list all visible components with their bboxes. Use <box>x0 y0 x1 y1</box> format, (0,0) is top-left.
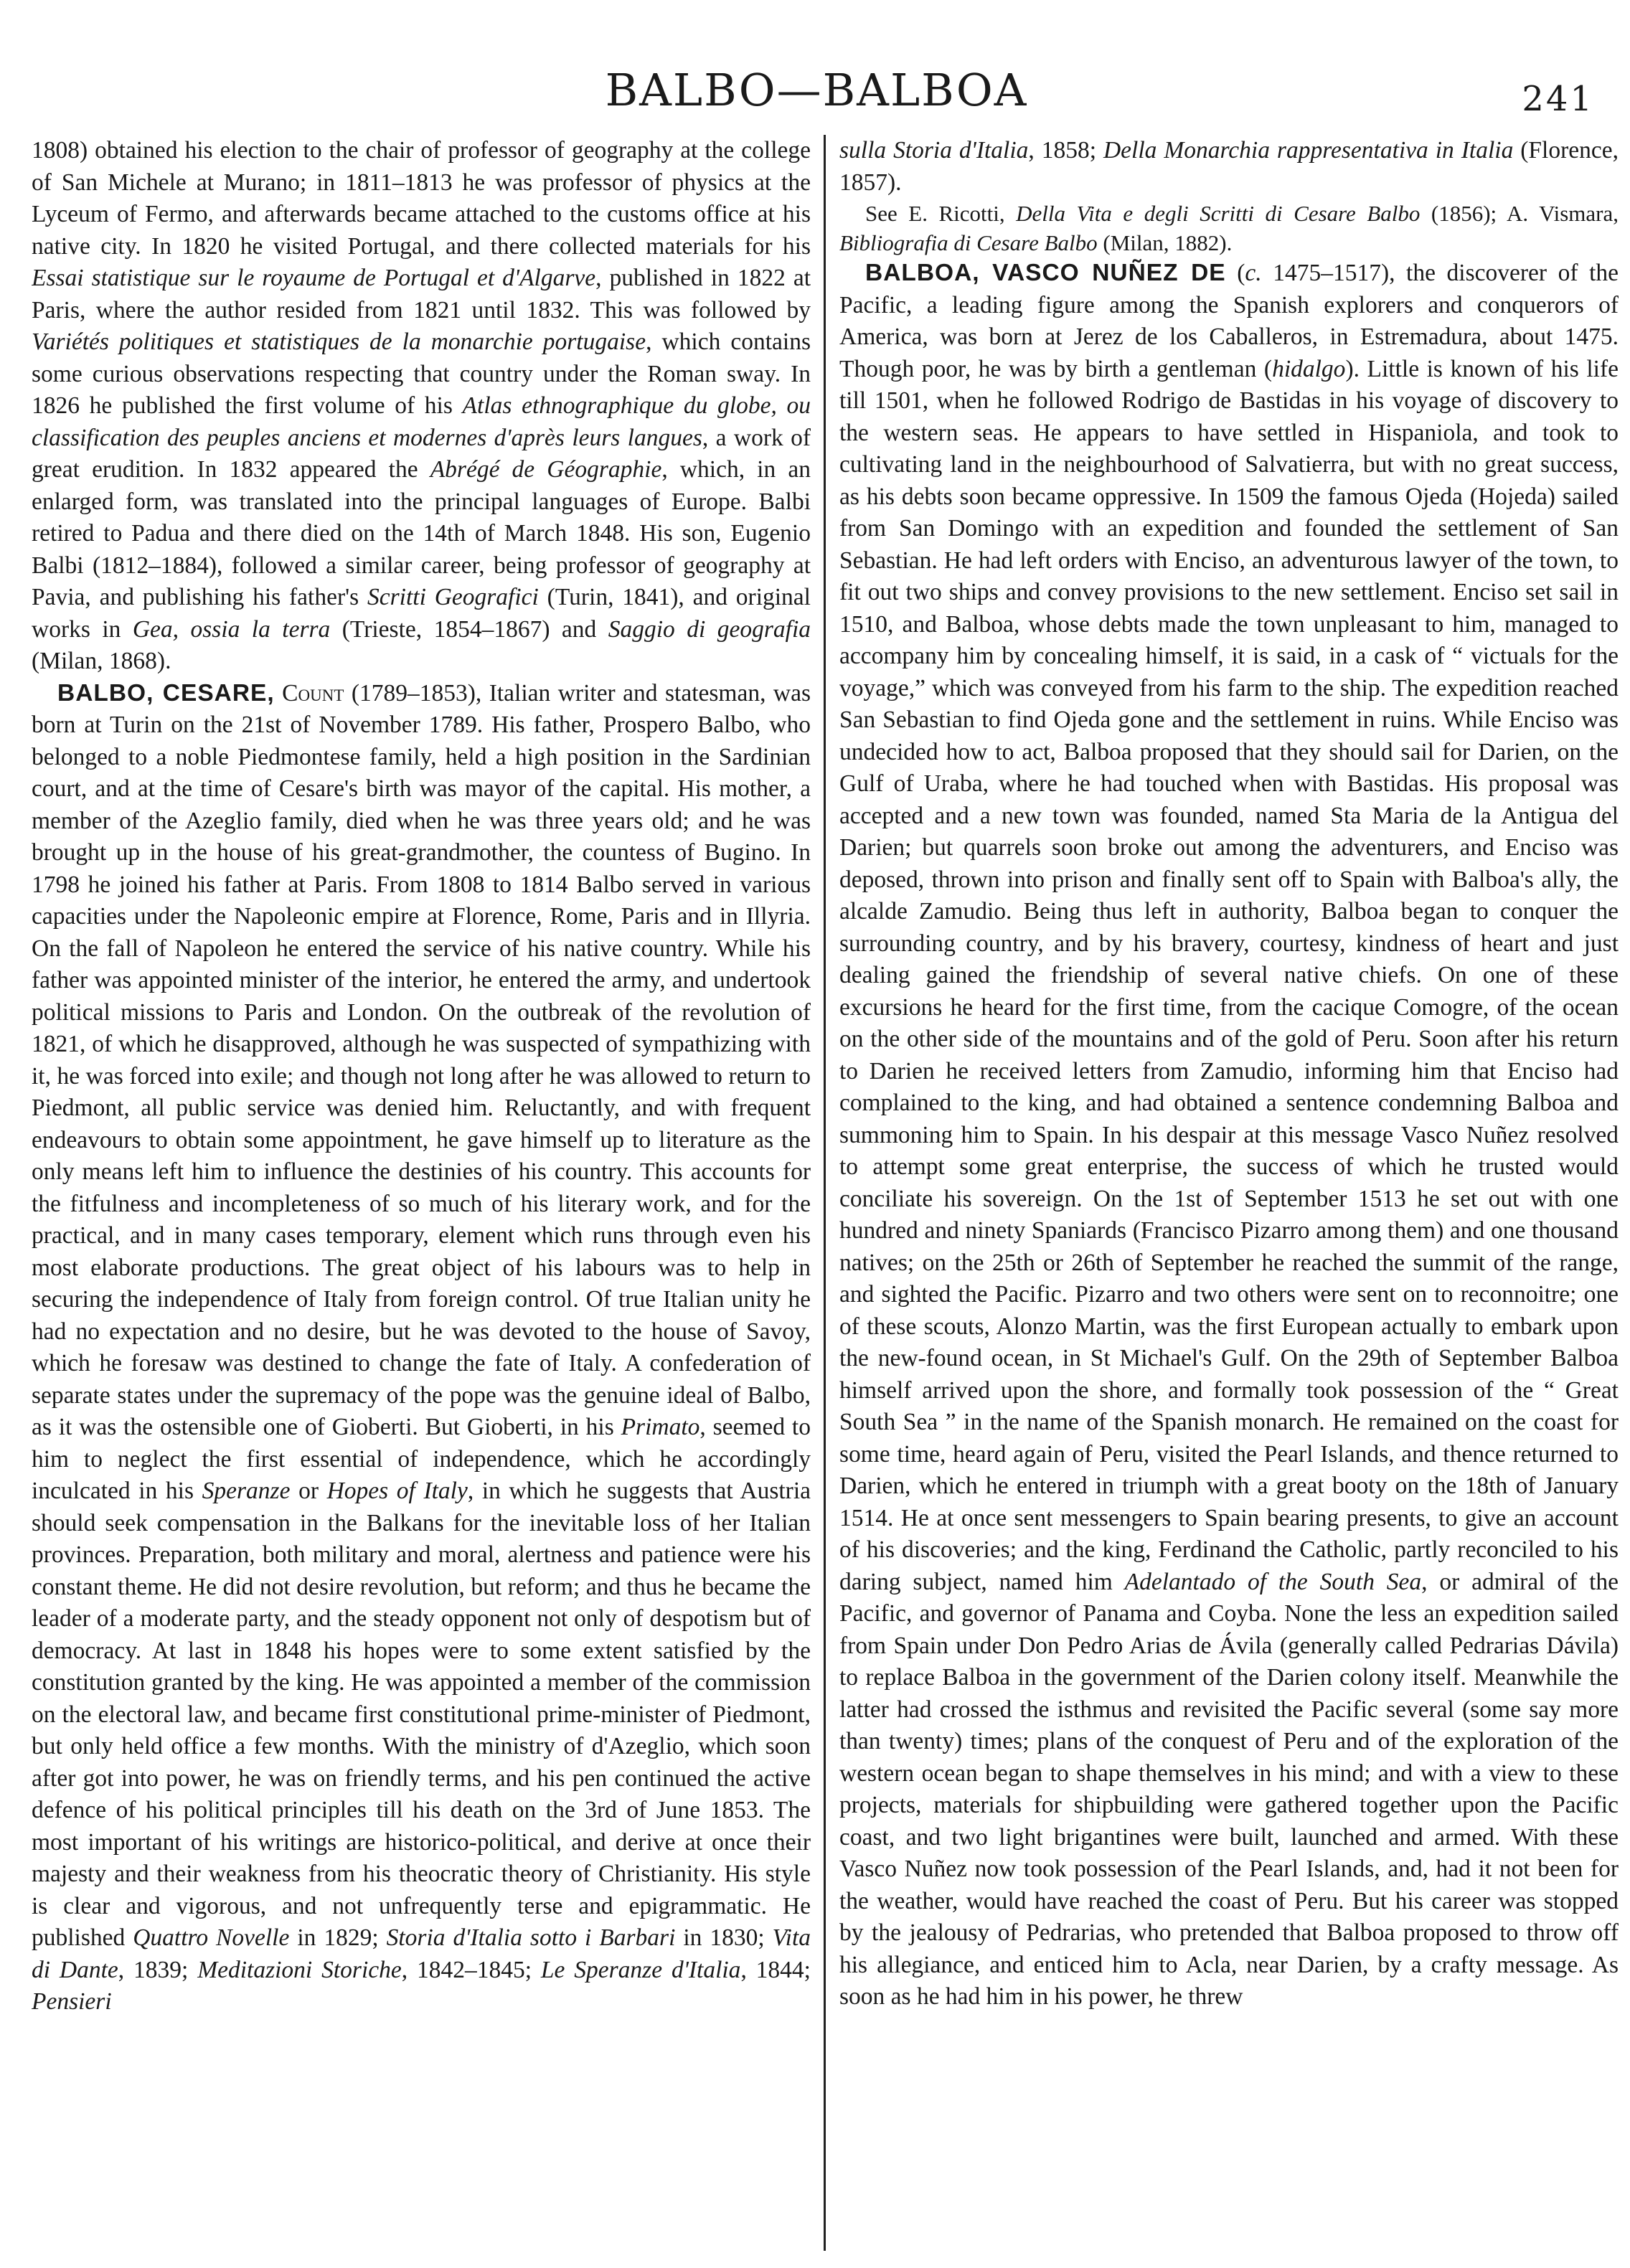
page-number: 241 <box>1522 79 1594 119</box>
balbo-cesare-entry: BALBO, CESARE, Count (1789–1853), Italian writer and statesman, was born at Turin on the 21st of November 1789. His father, Prospero Balbo, who belonged to a noble Piedmontese family, held a high position in the Sardinian court, and at the time of Cesare's birth was mayor of the capital. His mother, a member of the Azeglio family, died when he was three years old; and he was brought up in the house of his great-grandmother, the countess of Bugino. In 1798 he joined his father at Paris. From 1808 to 1814 Balbo served in various capacities under the Napoleonic empire at Florence, Rome, Paris and in Illyria. On the fall of Napoleon he entered the service of his native country. While his father was appointed minister of the interior, he entered the army, and undertook political missions to Paris and London. On the outbreak of the revolution of 1821, of which he disapproved, although he was suspected of sympathizing with it, he was forced into exile; and though not long after he was allowed to return to Piedmont, all public service was denied him. Reluctantly, and with frequent endeavours to obtain some appointment, he gave himself up to literature as the only means left him to influence the destinies of his country. This accounts for the fitfulness and incompleteness of so much of his literary work, and for the practical, and in many cases temporary, element which runs through even his most elaborate productions. The great object of his labours was to help in securing the independence of Italy from foreign control. Of true Italian unity he had no expectation and no desire, but he was devoted to the house of Savoy, which he foresaw was destined to change the fate of Italy. A confederation of separate states under the supremacy of the pope was the genuine ideal of Balbo, as it was the ostensible one of Gioberti. But Gioberti, in his Primato, seemed to him to neglect the first essential of independence, which he accordingly inculcated in his Speranze or Hopes of Italy, in which he suggests that Austria should seek compensation in the Balkans for the inevitable loss of her Italian provinces. Preparation, both military and moral, alertness and patience were his constant theme. He did not desire revolution, but reform; and thus he became the leader of a moderate party, and the steady opponent not only of despotism but of democracy. At last in 1848 his hopes were to some extent satisfied by the constitution granted by the king. He was appointed a member of the commission on the electoral law, and became first constitutional prime-minister of Piedmont, but only held office a few months. With the ministry of d'Azeglio, which soon after got into power, he was on friendly terms, and his pen continued the active defence of his political principles till his death on the 3rd of June 1853. The most important of his writings are historico-political, and derive at once their majesty and their weakness from his theocratic theory of Christianity. His style is clear and vigorous, and not unfrequently terse and epigrammatic. He published Quattro Novelle in 1829; Storia d'Italia sotto i Barbari in 1830; Vita di Dante, 1839; Meditazioni Storiche, 1842–1845; Le Speranze d'Italia, 1844; Pensieri <box>32 679 811 2015</box>
right-column <box>839 135 1619 2251</box>
balbi-entry-continuation: 1808) obtained his election to the chair of professor of geography at the college of San Michele at Murano; in 1811–1813 he was professor of physics at the Lyceum of Fermo, and afterwards became attached to the customs office at his native city. In 1820 he visited Portugal, and there collected materials for his Essai statistique sur le royaume de Portugal et d'Algarve, published in 1822 at Paris, where the author resided from 1821 until 1832. This was followed by Variétés politiques et statistiques de la monarchie portugaise, which contains some curious observations respecting that country under the Roman sway. In 1826 he published the first volume of his Atlas ethnographique du globe, ou classification des peuples anciens et modernes d'après leurs langues, a work of great erudition. In 1832 appeared the Abrégé de Géographie, which, in an enlarged form, was translated into the principal languages of Europe. Balbi retired to Padua and there died on the 14th of March 1848. His son, Eugenio Balbi (1812–1884), followed a similar career, being professor of geography at Pavia, and publishing his father's Scritti Geografici (Turin, 1841), and original works in Gea, ossia la terra (Trieste, 1854–1867) and Saggio di geografia (Milan, 1868). <box>32 137 811 674</box>
balbo-bibliography: See E. Ricotti, Della Vita e degli Scritti di Cesare Balbo (1856); A. Vismara, Bibliografia di Cesare Balbo (Milan, 1882). <box>839 201 1619 255</box>
column-divider <box>824 135 826 2251</box>
running-title: BALBO—BALBOA <box>605 64 1028 116</box>
headword-balboa: BALBOA, VASCO NUÑEZ DE <box>865 260 1226 286</box>
page-header <box>32 62 1601 119</box>
headword-balbo-cesare: BALBO, CESARE, <box>57 679 275 707</box>
balbo-works-continuation: sulla Storia d'Italia, 1858; Della Monarchia rappresentativa in Italia (Florence, 1857). <box>839 137 1619 196</box>
balboa-entry: BALBOA, VASCO NUÑEZ DE (c. 1475–1517), the discoverer of the Pacific, a leading figure among the Spanish explorers and conquerors of America, was born at Jerez de los Caballeros, in Estremadura, about 1475. Though poor, he was by birth a gentleman (hidalgo). Little is known of his life till 1501, when he followed Rodrigo de Bastidas in his voyage of discovery to the western seas. He appears to have settled in Hispaniola, and took to cultivating land in the neighbourhood of Salvatierra, but with no great success, as his debts soon became oppressive. In 1509 the famous Ojeda (Hojeda) sailed from San Domingo with an expedition and founded the settlement of San Sebastian. He had left orders with Enciso, an adventurous lawyer of the town, to fit out two ships and convey provisions to the new settlement. Enciso set sail in 1510, and Balboa, whose debts made the town unpleasant to him, managed to accompany him by concealing himself, it is said, in a cask of “ victuals for the voyage,” which was conveyed from his farm to the ship. The expedition reached San Sebastian to find Ojeda gone and the settlement in ruins. While Enciso was undecided how to act, Balboa proposed that they should sail for Darien, on the Gulf of Uraba, where he had touched when with Bastidas. His proposal was accepted and a new town was founded, named Sta Maria de la Antigua del Darien; but quarrels soon broke out among the adventurers, and Enciso was deposed, thrown into prison and finally sent off to Spain with Balboa's ally, the alcalde Zamudio. Being thus left in authority, Balboa began to conquer the surrounding country, and by his bravery, courtesy, kindness of heart and just dealing gained the friendship of several native chiefs. On one of these excursions he heard for the first time, from the cacique Comogre, of the ocean on the other side of the mountains and of the gold of Peru. Soon after his return to Darien he received letters from Zamudio, informing him that Enciso had complained to the king, and had obtained a sentence condemning Balboa and summoning him to Spain. In his despair at this message Vasco Nuñez resolved to attempt some great enterprise, the success of which he trusted would conciliate his sovereign. On the 1st of September 1513 he set out with one hundred and ninety Spaniards (Francisco Pizarro among them) and one thousand natives; on the 25th or 26th of September he reached the summit of the range, and sighted the Pacific. Pizarro and two others were sent on to reconnoitre; one of these scouts, Alonzo Martin, was the first European actually to embark upon the new-found ocean, in St Michael's Gulf. On the 29th of September Balboa himself arrived upon the shore, and formally took possession of the “ Great South Sea ” in the name of the Spanish monarch. He remained on the coast for some time, heard again of Peru, visited the Pearl Islands, and thence returned to Darien, which he entered in triumph with a great booty on the 18th of January 1514. He at once sent messengers to Spain bearing presents, to give an account of his discoveries; and the king, Ferdinand the Catholic, partly reconciled to his daring subject, named him Adelantado of the South Sea, or admiral of the Pacific, and governor of Panama and Coyba. None the less an expedition sailed from Spain under Don Pedro Arias de Ávila (generally called Pedrarias Dávila) to replace Balboa in the government of the Darien colony itself. Meanwhile the latter had crossed the isthmus and revisited the Pacific several (some say more than twenty) times; plans of the conquest of Peru and of the exploration of the western ocean began to shape themselves in his mind; and with a view to these projects, materials for shipbuilding were gathered together upon the Pacific coast, and two light brigantines were built, launched and armed. With these Vasco Nuñez now took possession of the Pearl Islands, and, had it not been for the weather, would have reached the coast of Peru. But his career was stopped by the jealousy of Pedrarias, who pretended that Balboa proposed to throw off his allegiance, and enticed him to Acla, near Darien, by a crafty message. As soon as he had him in his power, he threw <box>839 260 1619 2010</box>
left-column <box>32 135 811 2251</box>
